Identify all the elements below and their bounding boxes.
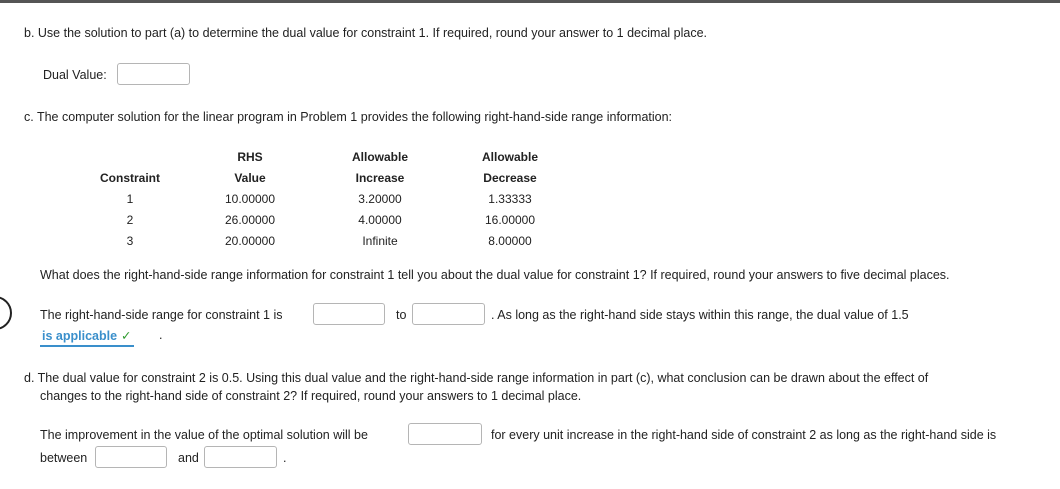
table-cell: Infinite: [362, 233, 398, 248]
table-cell: 3: [126, 233, 134, 248]
table-cell: 16.00000: [484, 212, 536, 227]
table-row: [80, 209, 580, 230]
table-header: RHS: [237, 149, 263, 164]
dropdown-selected-value: is applicable: [42, 329, 118, 343]
improvement-prefix-text: The improvement in the value of the optimal solution will be: [40, 428, 368, 442]
table-cell: 20.00000: [224, 233, 276, 248]
table-header: [80, 146, 180, 167]
table-header: Decrease: [483, 170, 537, 185]
table-cell: 10.00000: [224, 191, 276, 206]
table-row: [80, 230, 580, 251]
between-low-input[interactable]: [95, 446, 167, 468]
range-prefix-text: The right-hand-side range for constraint 1 is: [40, 308, 283, 322]
top-border: [0, 0, 1060, 3]
part-c-question: What does the right-hand-side range information for constraint 1 tell you about the dual value for constraint 1? If required, round your answers to five decimal places.: [40, 268, 950, 282]
period-text: .: [283, 451, 287, 465]
table-cell: 2: [126, 212, 134, 227]
partial-circle-icon: [0, 296, 12, 330]
table-header: Allowable: [481, 149, 538, 164]
between-label: between: [40, 451, 88, 465]
range-high-input[interactable]: [412, 303, 485, 325]
period-text: .: [159, 328, 163, 342]
table-header-row-1: [80, 146, 580, 167]
part-d-question-line1: d. The dual value for constraint 2 is 0.5. Using this dual value and the right-hand-side range information in part (c), what conclusion can be drawn about the effect of: [24, 371, 929, 385]
part-b-question: b. Use the solution to part (a) to determine the dual value for constraint 1. If required, round your answer to 1 decimal place.: [24, 26, 708, 40]
dual-value-input[interactable]: [117, 63, 190, 85]
dual-value-label: Dual Value:: [43, 68, 107, 82]
part-c-intro: c. The computer solution for the linear program in Problem 1 provides the following right-hand-side range information:: [24, 110, 673, 124]
between-high-input[interactable]: [204, 446, 277, 468]
table-cell: 4.00000: [358, 212, 402, 227]
table-cell: 8.00000: [488, 233, 532, 248]
table-header: Increase: [355, 170, 405, 185]
table-cell: 1.33333: [488, 191, 532, 206]
table-header: Allowable: [351, 149, 408, 164]
improvement-suffix-text: for every unit increase in the right-hand side of constraint 2 as long as the right-hand side is: [491, 428, 997, 442]
range-suffix-text: . As long as the right-hand side stays within this range, the dual value of 1.5: [491, 308, 909, 322]
table-cell: 26.00000: [224, 212, 276, 227]
rhs-range-table: [80, 146, 580, 251]
applicability-dropdown[interactable]: [40, 328, 134, 347]
table-cell: 3.20000: [358, 191, 402, 206]
range-to-text: to: [396, 308, 407, 322]
table-row: [80, 188, 580, 209]
table-cell: 1: [126, 191, 134, 206]
part-d-question-line2: changes to the right-hand side of constraint 2? If required, round your answers to 1 decimal place.: [40, 389, 582, 403]
check-icon: ✓: [121, 329, 132, 343]
range-low-input[interactable]: [313, 303, 385, 325]
improvement-input[interactable]: [408, 423, 482, 445]
and-label: and: [178, 451, 199, 465]
table-header: Constraint: [100, 170, 160, 185]
table-header-row-2: [80, 167, 580, 188]
table-header: Value: [234, 170, 266, 185]
